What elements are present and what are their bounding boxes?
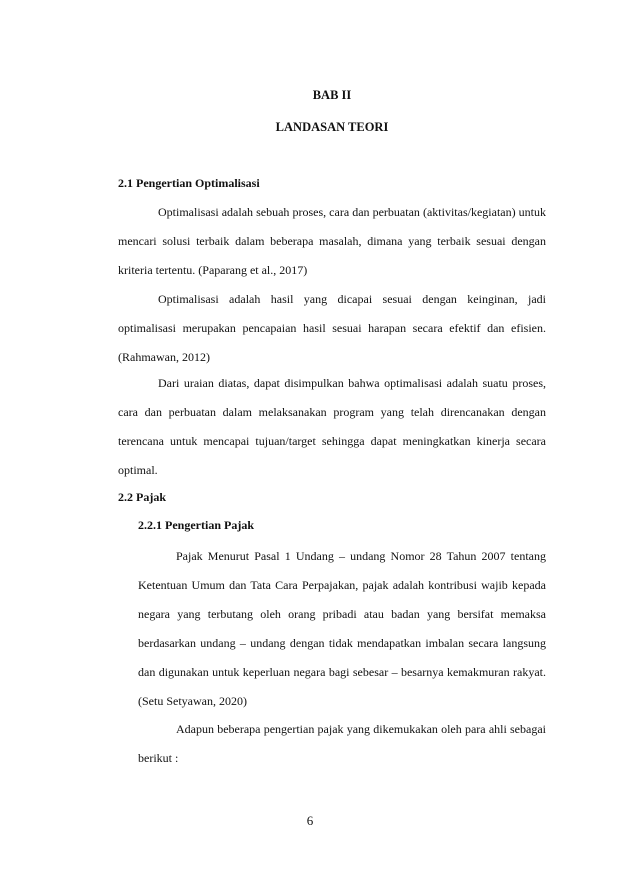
- paragraph-optimalisasi-1: Optimalisasi adalah sebuah proses, cara dan perbuatan (aktivitas/kegiatan) untuk mencari solusi terbaik dalam beberapa masalah, dimana yang terbaik sesuai dengan kriteria tertentu. (Paparang et al., 2017): [118, 205, 546, 277]
- paragraph-pajak-2: Adapun beberapa pengertian pajak yang dikemukakan oleh para ahli sebagai berikut :: [138, 722, 546, 765]
- paragraph-pajak-1: Pajak Menurut Pasal 1 Undang – undang Nomor 28 Tahun 2007 tentang Ketentuan Umum dan Tata Cara Perpajakan, pajak adalah kontribusi wajib kepada negara yang terbutang oleh orang pribadi atau badan yang bersifat memaksa berdasarkan undang – undang dengan tidak mendapatkan imbalan secara langsung dan digunakan untuk keperluan negara bagi sebesar – besarnya kemakmuran rakyat. (Setu Setyawan, 2020): [138, 549, 546, 708]
- subsection-heading-2-2-1: 2.2.1 Pengertian Pajak: [138, 518, 254, 532]
- chapter-number: BAB II: [312, 88, 352, 102]
- chapter-title: LANDASAN TEORI: [275, 120, 389, 134]
- paragraph-optimalisasi-3: Dari uraian diatas, dapat disimpulkan bahwa optimalisasi adalah suatu proses, cara dan perbuatan dalam melaksanakan program yang telah direncanakan dengan terencana untuk mencapai tujuan/target sehingga dapat meningkatkan kinerja secara optimal.: [118, 376, 546, 477]
- paragraph-optimalisasi-2: Optimalisasi adalah hasil yang dicapai sesuai dengan keinginan, jadi optimalisasi merupakan pencapaian hasil sesuai harapan secara efektif dan efisien. (Rahmawan, 2012): [118, 292, 546, 364]
- section-heading-2-1: 2.1 Pengertian Optimalisasi: [118, 176, 260, 190]
- page-number: 6: [306, 813, 314, 828]
- section-heading-2-2: 2.2 Pajak: [118, 490, 166, 504]
